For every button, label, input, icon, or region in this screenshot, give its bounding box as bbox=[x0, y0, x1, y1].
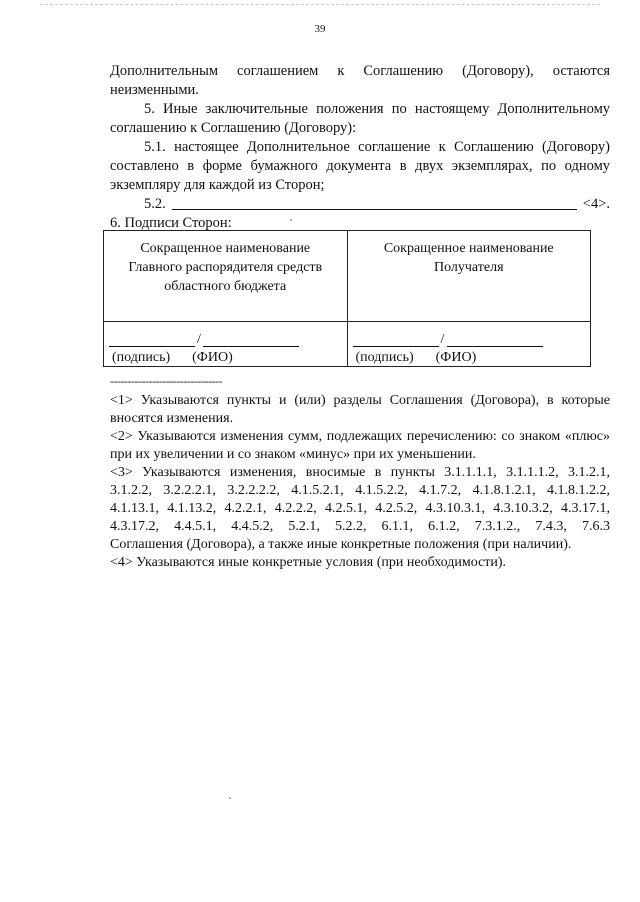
item-5-2-blank bbox=[172, 195, 577, 210]
scan-edge-line bbox=[40, 4, 600, 5]
item-5-line-1: 5. Иные заключительные положения по настоящему Дополнительному bbox=[144, 101, 610, 117]
right-name-label: (ФИО) bbox=[435, 350, 477, 365]
scan-speck bbox=[290, 219, 292, 221]
left-signature-label: (подпись) bbox=[112, 350, 171, 365]
right-signature-labels bbox=[356, 350, 477, 366]
footnote-3-lead: <3> Указываются изменения, вносимые в пункты 3.1.1.1.1, 3.1.1.1.2, 3.1.2.1, bbox=[110, 465, 610, 480]
footnote-separator: -------------------------------- bbox=[110, 374, 222, 388]
agreement-body bbox=[110, 62, 610, 233]
footnote-3-list-3: 4.3.17.2, 4.4.5.1, 4.4.5.2, 5.2.1, 5.2.2, 6.1.1, 6.1.2, 7.3.1.2., 7.4.3, 7.6.3 bbox=[110, 519, 610, 534]
left-name-blank bbox=[203, 332, 299, 347]
footnote-2: <2> Указываются изменения сумм, подлежащих перечислению: со знаком «плюс» при их увеличении и со знаком «минус» при их уменьшении. bbox=[110, 429, 610, 462]
right-slash: / bbox=[440, 332, 445, 347]
right-signature-label: (подпись) bbox=[355, 350, 414, 365]
left-party-name: Сокращенное наименование Главного распорядителя средств областного бюджета bbox=[104, 231, 348, 322]
item-5-2-footnote-ref: <4>. bbox=[582, 196, 610, 212]
right-signature-cell bbox=[347, 322, 591, 367]
continuation-line-2: неизменными. bbox=[110, 82, 199, 98]
footnote-1: <1> Указываются пункты и (или) разделы Соглашения (Договора), в которые вносятся изменения. bbox=[110, 393, 610, 426]
right-party-name: Сокращенное наименование Получателя bbox=[347, 231, 591, 322]
signature-row bbox=[104, 322, 591, 367]
signatures-table bbox=[103, 230, 591, 367]
item-5-2-number: 5.2. bbox=[144, 196, 166, 212]
continuation-line-1: Дополнительным соглашением к Соглашению (Договору), остаются bbox=[110, 63, 610, 79]
page-number: 39 bbox=[314, 23, 326, 35]
party-names-row bbox=[104, 231, 591, 322]
left-signature-labels bbox=[112, 350, 233, 366]
footnotes bbox=[110, 392, 610, 572]
left-signature-line bbox=[109, 332, 299, 347]
scan-speck bbox=[229, 797, 231, 799]
left-name-label: (ФИО) bbox=[192, 350, 233, 365]
left-slash: / bbox=[197, 332, 201, 347]
footnote-3-list-2: 4.1.13.1, 4.1.13.2, 4.2.2.1, 4.2.2.2, 4.2.5.1, 4.2.5.2, 4.3.10.3.1, 4.3.10.3.2, 4.3.17.1, bbox=[110, 501, 610, 516]
item-6-heading: 6. Подписи Сторон: bbox=[110, 215, 232, 231]
left-signature-blank bbox=[109, 332, 195, 347]
right-name-blank bbox=[447, 332, 543, 347]
footnote-3-list-1: 3.1.2.2, 3.2.2.2.1, 3.2.2.2.2, 4.1.5.2.1, 4.1.5.2.2, 4.1.7.2, 4.1.8.1.2.1, 4.1.8.1.2.2, bbox=[110, 483, 610, 498]
item-5-line-2: соглашению к Соглашению (Договору): bbox=[110, 120, 357, 136]
item-5-2-line bbox=[110, 195, 610, 214]
footnote-3-tail: Соглашения (Договора), а также иные конкретные положения (при наличии). bbox=[110, 537, 572, 552]
footnote-4: <4> Указываются иные конкретные условия (при необходимости). bbox=[110, 555, 507, 570]
item-5-1-paragraph: 5.1. настоящее Дополнительное соглашение к Соглашению (Договору) составлено в форме бумажного документа в двух экземплярах, по одному экземпляру для каждой из Сторон; bbox=[110, 139, 610, 193]
right-signature-blank bbox=[353, 332, 439, 347]
right-signature-line bbox=[353, 332, 543, 347]
left-signature-cell bbox=[104, 322, 348, 367]
